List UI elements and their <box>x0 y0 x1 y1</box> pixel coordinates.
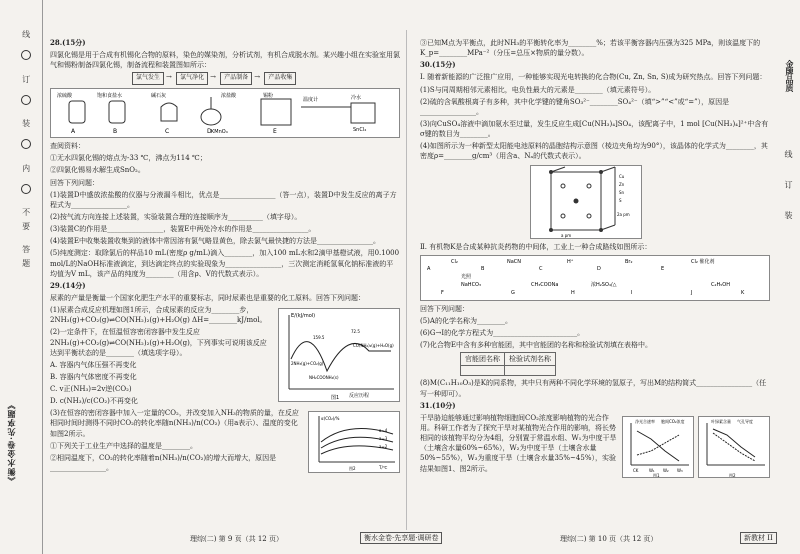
fig1-y-label: E/(kJ/mol) <box>291 313 316 320</box>
conversion-figure <box>308 411 400 473</box>
photosynthesis-chart-2 <box>699 417 769 477</box>
route-g: G <box>511 289 515 296</box>
q30-2: (2)硫的含氧酸根离子有多种，其中化学键的键角SO₃²⁻________SO₄²⁻（填“>”“<”或“=”），原因是________________。 <box>420 97 730 116</box>
fig2-series-3: a=2 <box>379 444 388 450</box>
label-E: E <box>273 128 277 136</box>
flow-step: 氯气净化 <box>176 72 208 85</box>
flow-step: 氯气发生 <box>132 72 164 85</box>
route-h: H <box>571 289 575 296</box>
cell-s: S <box>619 197 622 203</box>
reagent-br2: Br₂ <box>625 258 633 265</box>
option-d: D. c(NH₃)/c(CO₂)不再变化 <box>50 397 138 406</box>
q30-6: (6)G→I的化学方程式为________________________。 <box>420 328 585 337</box>
fig1-e1: 159.5 <box>313 335 325 341</box>
q31-header: 31.(10分) <box>420 400 456 410</box>
reagent-cl2: Cl₂ <box>451 258 458 265</box>
ref-1: ①无水四氯化锡的熔点为-33 ℃，沸点为114 ℃； <box>50 154 207 163</box>
ref-header: 查阅资料： <box>50 142 85 151</box>
label-tin-powder: 锡粉 <box>263 93 274 100</box>
series-footer: 衡水金卷·先享题·调研卷 <box>360 532 442 544</box>
unit-cell-figure <box>530 165 642 239</box>
option-c: C. v正(NH₃)=2v逆(CO₂) <box>50 385 132 394</box>
flow-chart: 氯气发生 → 氯气净化 → 产品制备 → 产品收集 <box>130 72 400 85</box>
x-group: W₁ <box>649 467 655 473</box>
brand-vertical: 《衡水金卷·先享题》 <box>6 400 16 485</box>
label-C: C <box>165 128 170 136</box>
label-thermometer: 温度计 <box>303 97 319 104</box>
q29-3: (3)在恒容的密闭容器中加入一定量的CO₂，并改变加入NH₃的物质的量，在反应相同时间时测得不同时CO₂的转化率随n(NH₃)/n(CO₂)（用a表示）、温度的变化如图2所示。 <box>50 409 299 438</box>
route-b: B <box>481 265 485 272</box>
fig1-caption: 图1 <box>331 395 340 402</box>
route-j: J <box>691 289 693 296</box>
q30-part-2: Ⅱ. 有机物K是合成某种抗炎药物的中间体，工业上一种合成路线如图所示： <box>420 242 652 251</box>
q31-intro: 干旱胁迫能够通过影响植物细胞间CO₂浓度影响植物的光合作用。科研工作者为了探究干旱对某植物光合作用的影响，将长势相同的该植物平均分为4组，分别置于常温水组、W₁为中度干旱（土壤含水量60%~65%），W₂为中度干旱（土壤含水量50%~55%），W₃为重度干旱（土壤含水量35%~45%），实验结果如图1、图2所示。 <box>420 413 617 473</box>
photosynthesis-figure-2 <box>698 416 770 478</box>
fig1-start: 2NH₃(g)+CO₂(g) <box>291 361 324 367</box>
q29-1: (1)尿素合成反应机理如图1所示，合成尿素的反应为________步，2NH₃(g)+CO₂(g)⇌CO(NH₂)₂(g)+H₂O(g) ΔH=________kJ/mol。 <box>50 306 267 325</box>
functional-group-table <box>460 352 556 376</box>
answer-intro: 回答下列问题： <box>50 178 99 187</box>
fig1-x-label: 反应历程 <box>349 393 370 400</box>
q29-2: (2)一定条件下，在恒温恒容密闭容器中发生反应2NH₃(g)+CO₂(g)⇌CO(NH₂)₂(g)+H₂O(g)，下列事实可说明该反应达到平衡状态的是________（填选项字母）。 <box>50 328 267 357</box>
route-i: I <box>631 289 633 296</box>
reagent-nacn: NaCN <box>507 258 522 265</box>
option-a: A. 容器内气体压强不再变化 <box>50 360 137 369</box>
reagent-nahco3: NaHCO₃ <box>461 281 481 288</box>
fig2-x-label: T/℃ <box>379 465 388 471</box>
reagent-ch3coona: CH₃COONa <box>531 281 559 288</box>
q30-header: 30.(15分) <box>420 60 456 70</box>
q29-header: 29.(14分) <box>50 280 86 290</box>
fig2-series-2: a=3 <box>379 436 388 442</box>
energy-profile-figure <box>278 308 400 402</box>
fig4-legend-1: 叶绿素含量 <box>711 418 731 424</box>
x-group: W₂ <box>663 467 669 473</box>
apparatus-drawing <box>51 89 399 135</box>
q30-part-1: Ⅰ. 随着新能源的广泛推广应用，一种能够实现光电转换的化合物(Cu, Zn, Sn, S)成为研究热点。回答下列问题： <box>420 73 767 82</box>
left-binding-strip <box>0 0 43 554</box>
q28-intro: 四氯化锡是用于合成有机锡化合物的原料，染色的媒染剂，分析试剂，有机合成脱水剂。某兴趣小组在实验室用氯气和锡粉制备四氯化锡，制备流程和装置图如所示： <box>50 51 400 70</box>
q29-3-3: ③已知M点为平衡点，此时NH₃的平衡转化率为________%；若该平衡容器内压强为325 MPa，则该温度下的K_p=________MPa⁻²（分压=总压×物质的量分数）。 <box>420 39 761 58</box>
q28-1: (1)装置D中盛放浓盐酸的仪器与分液漏斗相比，优点是________________（答一点），装置D中发生反应的离子方程式为________________。 <box>50 190 397 209</box>
energy-diagram <box>279 309 399 401</box>
edition-badge: 新教材 II <box>740 532 777 544</box>
label-A: A <box>71 128 76 136</box>
flow-step: 产品收集 <box>264 72 296 85</box>
binding-marks: 线 订 装 <box>784 150 793 230</box>
label-D: D <box>207 128 212 136</box>
route-k: K <box>741 289 745 296</box>
x-group: CK <box>633 467 639 473</box>
route-c: C <box>539 265 543 272</box>
fig1-end: CO(NH₂)₂(g)+H₂O(g) <box>353 343 394 349</box>
cell-edge-a: a pm <box>561 232 572 238</box>
option-b: B. 容器内气体密度不再变化 <box>50 372 137 381</box>
label-conc-hcl: 浓盐酸 <box>221 93 237 100</box>
right-band <box>778 0 800 554</box>
page-10-footer: 理综(二) 第 10 页（共 12 页） <box>560 534 658 543</box>
route-e: E <box>661 265 665 272</box>
q29-3-2: ②相同温度下，CO₂的转化率随着n(NH₃)/n(CO₂)的增大而增大，原因是________________。 <box>50 453 277 473</box>
apparatus-figure <box>50 88 400 138</box>
route-a: A <box>427 265 431 272</box>
q30-5: (5)A的化学名称为________。 <box>420 316 512 325</box>
label-soda-lime: 碱石灰 <box>151 93 167 100</box>
q30-1: (1)S与同周期相邻元素相比，电负性最大的元素是________（填元素符号）。 <box>420 85 656 94</box>
unit-cell-drawing <box>531 166 641 238</box>
ref-2: ②四氯化锡易水解生成SnO₂。 <box>50 166 145 175</box>
fig2-y-label: α(CO₂)/% <box>321 416 340 422</box>
q28-header: 28.(15分) <box>50 38 86 47</box>
q29-intro: 尿素的产量是衡量一个国家化肥生产水平的重要标志，同时尿素也是重要的化工原料。回答下列问题： <box>50 293 365 302</box>
page-10-column <box>420 38 770 518</box>
q30-3: (3)向CuSO₄溶液中滴加氨水至过量，发生反应生成[Cu(NH₃)₄]SO₄，该配离子中，1 mol [Cu(NH₃)₄]²⁺中含有σ键的数目为________。 <box>420 119 769 139</box>
fig3-legend-2: 胞间CO₂浓度 <box>661 418 685 424</box>
photosynthesis-figure-1 <box>622 416 694 478</box>
reagent-h2so4: 浓H₂SO₄/△ <box>591 281 617 288</box>
cell-edge-2a: 2a pm <box>617 211 630 217</box>
q30-8: (8)M(C₁₁H₁₀O₃)是K的同系物，其中只有两种不同化学环境的氢原子，写出M的结构简式________________（任写一种即可）。 <box>420 379 767 398</box>
cell-sn: Sn <box>619 189 625 195</box>
fig3-caption: 图1 <box>653 472 660 477</box>
fig1-mid: NH₂COONH₄(s) <box>309 375 339 381</box>
q28-5: (5)纯度测定：取除氯后的样品10 mL(密度ρ g/mL)滴入________，加入100 mL水和2滴甲基橙试液，用0.1000 mol/L的NaOH标准液滴定，到达滴定终点的实验现象为________________，三次测定消耗氢氧化钠标准液的平均值为V mL，该产品的纯度为________（用含ρ、V的代数式表示）。 <box>50 249 400 278</box>
answer-intro-2: 回答下列问题： <box>420 304 469 313</box>
photosynthesis-chart-1 <box>623 417 693 477</box>
label-B: B <box>113 128 118 136</box>
label-sncl4: SnCl₄ <box>353 127 367 134</box>
label-cold-water: 冷水 <box>351 95 362 102</box>
column-divider <box>406 30 407 530</box>
route-d: D <box>597 265 601 272</box>
q28-2: (2)按气流方向连接上述装置，实验装置合理的连接顺序为__________（填字母）。 <box>50 212 302 221</box>
table-header: 检验试剂名称 <box>505 353 556 366</box>
binding-text: 线 订 装 内 不要 答题 <box>21 30 31 273</box>
q30-7: (7)化合物E中含有多种官能团，其中官能团的名称和检验试剂填在表格中。 <box>420 341 653 350</box>
synthesis-route <box>421 256 769 300</box>
fig4-legend-2: 气孔导度 <box>737 418 753 424</box>
reagent-ethanol: C₂H₅OH <box>711 281 730 288</box>
synthesis-route-figure <box>420 255 770 301</box>
cell-cu: Cu <box>619 173 625 179</box>
q28-4: (4)装置E中收集装置收集到的液体中常因溶有氯气略显黄色，除去氯气最快捷的方法是________________。 <box>50 237 381 246</box>
label-conc-sulfuric: 浓硫酸 <box>57 93 73 100</box>
conversion-chart <box>309 412 399 472</box>
table-header: 官能团名称 <box>461 353 505 366</box>
fig4-caption: 图2 <box>729 472 736 477</box>
route-f: F <box>441 289 444 296</box>
cell-zn: Zn <box>619 181 625 187</box>
page-9-footer: 理综(二) 第 9 页（共 12 页） <box>190 534 283 543</box>
fig3-legend-1: 净光合速率 <box>635 418 655 424</box>
label-kmno4: KMnO₄ <box>211 129 228 136</box>
quality-label: 金牌品质 <box>785 60 795 92</box>
flow-step: 产品制备 <box>220 72 252 85</box>
fig1-e2: 72.5 <box>351 329 360 335</box>
x-group: W₃ <box>677 467 683 473</box>
q28-3: (3)装置C的作用是________________，装置E中两处冷水的作用是________________。 <box>50 225 316 234</box>
reagent-cl2-catalyst: Cl₂ 催化剂 <box>691 258 715 265</box>
label-brine: 饱和食盐水 <box>97 93 123 100</box>
reagent-light: 光照 <box>461 273 472 280</box>
page-9-column <box>50 38 400 518</box>
q29-3-1: ①下列关于工业生产中选择的温度是________。 <box>50 441 197 450</box>
fig2-caption: 图2 <box>349 466 356 472</box>
q30-4: (4)如图所示为一种新型太阳能电池原料的晶胞结构示意图（棱边夹角均为90°），该晶体的化学式为________，其密度ρ=________g/cm³（用含a、Nₐ的代数式表示）。 <box>420 142 768 161</box>
fig2-series-1: a=4 <box>379 428 388 434</box>
reagent-h: H⁺ <box>567 258 574 265</box>
